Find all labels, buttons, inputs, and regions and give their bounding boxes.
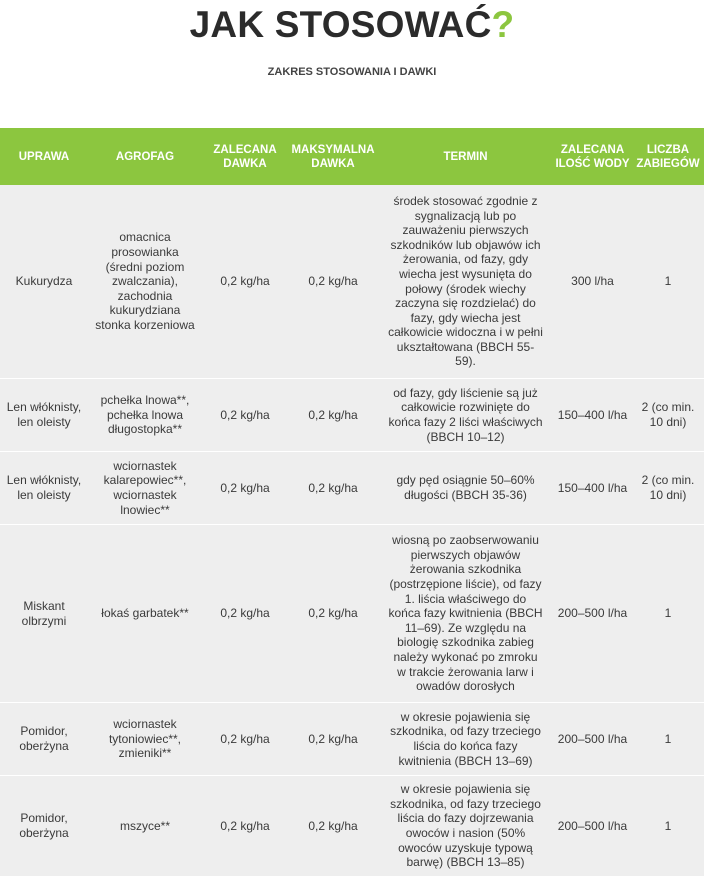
table-row bbox=[0, 703, 704, 776]
header-treatment-count: LICZBA ZABIEGÓW bbox=[632, 128, 704, 185]
cell-treatment-count: 2 (co min. 10 dni) bbox=[632, 452, 704, 525]
cell-recommended-dose: 0,2 kg/ha bbox=[202, 776, 288, 877]
cell-treatment-count: 2 (co min. 10 dni) bbox=[632, 379, 704, 452]
cell-crop: Miskant olbrzymi bbox=[0, 525, 88, 703]
cell-treatment-count: 1 bbox=[632, 776, 704, 877]
cell-max-dose: 0,2 kg/ha bbox=[288, 703, 378, 776]
cell-pest: omacnica prosowianka (średni poziom zwalczania), zachodnia kukurydziana stonka korzeniowa bbox=[88, 185, 202, 379]
table-row bbox=[0, 525, 704, 703]
cell-water: 200–500 l/ha bbox=[553, 703, 632, 776]
cell-max-dose: 0,2 kg/ha bbox=[288, 379, 378, 452]
header-recommended-dose: ZALECANA DAWKA bbox=[202, 128, 288, 185]
header-water: ZALECANA ILOŚĆ WODY bbox=[553, 128, 632, 185]
cell-crop: Len włóknisty, len oleisty bbox=[0, 452, 88, 525]
cell-term: wiosną po zaobserwowaniu pierwszych objawów żerowania szkodnika (postrzępione liście), od fazy 1. liścia właściwego do końca fazy kwitnienia (BBCH 11–69). Ze względu na biologię szkodnika zabieg należy wykonać po zmroku w trakcie żerowania larw i owadów dorosłych bbox=[378, 525, 553, 703]
cell-treatment-count: 1 bbox=[632, 525, 704, 703]
page-title bbox=[0, 0, 704, 47]
cell-crop: Len włóknisty, len oleisty bbox=[0, 379, 88, 452]
cell-max-dose: 0,2 kg/ha bbox=[288, 776, 378, 877]
cell-max-dose: 0,2 kg/ha bbox=[288, 452, 378, 525]
cell-term: środek stosować zgodnie z sygnalizacją lub po zauważeniu pierwszych szkodników lub objawów ich żerowania, od fazy, gdy wiecha jest wysunięta do połowy (środek wiechy zaczyna się rozdzielać) do fazy, gdy wiecha jest całkowicie widoczna i w pełni ukształtowana (BBCH 55-59). bbox=[378, 185, 553, 379]
table-row bbox=[0, 452, 704, 525]
cell-water: 300 l/ha bbox=[553, 185, 632, 379]
cell-term: od fazy, gdy liścienie są już całkowicie rozwinięte do końca fazy 2 liści właściwych (BBCH 10–12) bbox=[378, 379, 553, 452]
header-term: TERMIN bbox=[378, 128, 553, 185]
table-row bbox=[0, 185, 704, 379]
cell-water: 200–500 l/ha bbox=[553, 525, 632, 703]
table-row bbox=[0, 776, 704, 877]
table-row bbox=[0, 379, 704, 452]
cell-pest: wciornastek tytoniowiec**, zmieniki** bbox=[88, 703, 202, 776]
header-pest: AGROFAG bbox=[88, 128, 202, 185]
cell-recommended-dose: 0,2 kg/ha bbox=[202, 379, 288, 452]
cell-pest: wciornastek kalarepowiec**, wciornastek lnowiec** bbox=[88, 452, 202, 525]
dosage-table bbox=[0, 128, 704, 877]
cell-recommended-dose: 0,2 kg/ha bbox=[202, 185, 288, 379]
cell-treatment-count: 1 bbox=[632, 185, 704, 379]
cell-recommended-dose: 0,2 kg/ha bbox=[202, 525, 288, 703]
cell-pest: pchełka lnowa**, pchełka lnowa długostopka** bbox=[88, 379, 202, 452]
cell-water: 150–400 l/ha bbox=[553, 379, 632, 452]
cell-recommended-dose: 0,2 kg/ha bbox=[202, 703, 288, 776]
cell-water: 150–400 l/ha bbox=[553, 452, 632, 525]
cell-max-dose: 0,2 kg/ha bbox=[288, 185, 378, 379]
cell-term: w okresie pojawienia się szkodnika, od fazy trzeciego liścia do fazy dojrzewania owoców i nasion (50% owoców uzyskuje typową barwę) (BBCH 13–85) bbox=[378, 776, 553, 877]
header-max-dose: MAKSYMALNA DAWKA bbox=[288, 128, 378, 185]
table-header-row bbox=[0, 128, 704, 185]
header-crop: UPRAWA bbox=[0, 128, 88, 185]
page-title-text: JAK STOSOWAĆ bbox=[189, 4, 492, 45]
page-title-question-mark: ? bbox=[491, 4, 515, 45]
cell-max-dose: 0,2 kg/ha bbox=[288, 525, 378, 703]
cell-pest: mszyce** bbox=[88, 776, 202, 877]
cell-water: 200–500 l/ha bbox=[553, 776, 632, 877]
page-subtitle: ZAKRES STOSOWANIA I DAWKI bbox=[267, 66, 437, 78]
page-header bbox=[0, 0, 704, 110]
cell-treatment-count: 1 bbox=[632, 703, 704, 776]
cell-term: w okresie pojawienia się szkodnika, od fazy trzeciego liścia do końca fazy kwitnienia (BBCH 13–69) bbox=[378, 703, 553, 776]
cell-crop: Pomidor, oberżyna bbox=[0, 703, 88, 776]
cell-crop: Pomidor, oberżyna bbox=[0, 776, 88, 877]
cell-recommended-dose: 0,2 kg/ha bbox=[202, 452, 288, 525]
cell-crop: Kukurydza bbox=[0, 185, 88, 379]
cell-pest: łokaś garbatek** bbox=[88, 525, 202, 703]
cell-term: gdy pęd osiągnie 50–60% długości (BBCH 35-36) bbox=[378, 452, 553, 525]
